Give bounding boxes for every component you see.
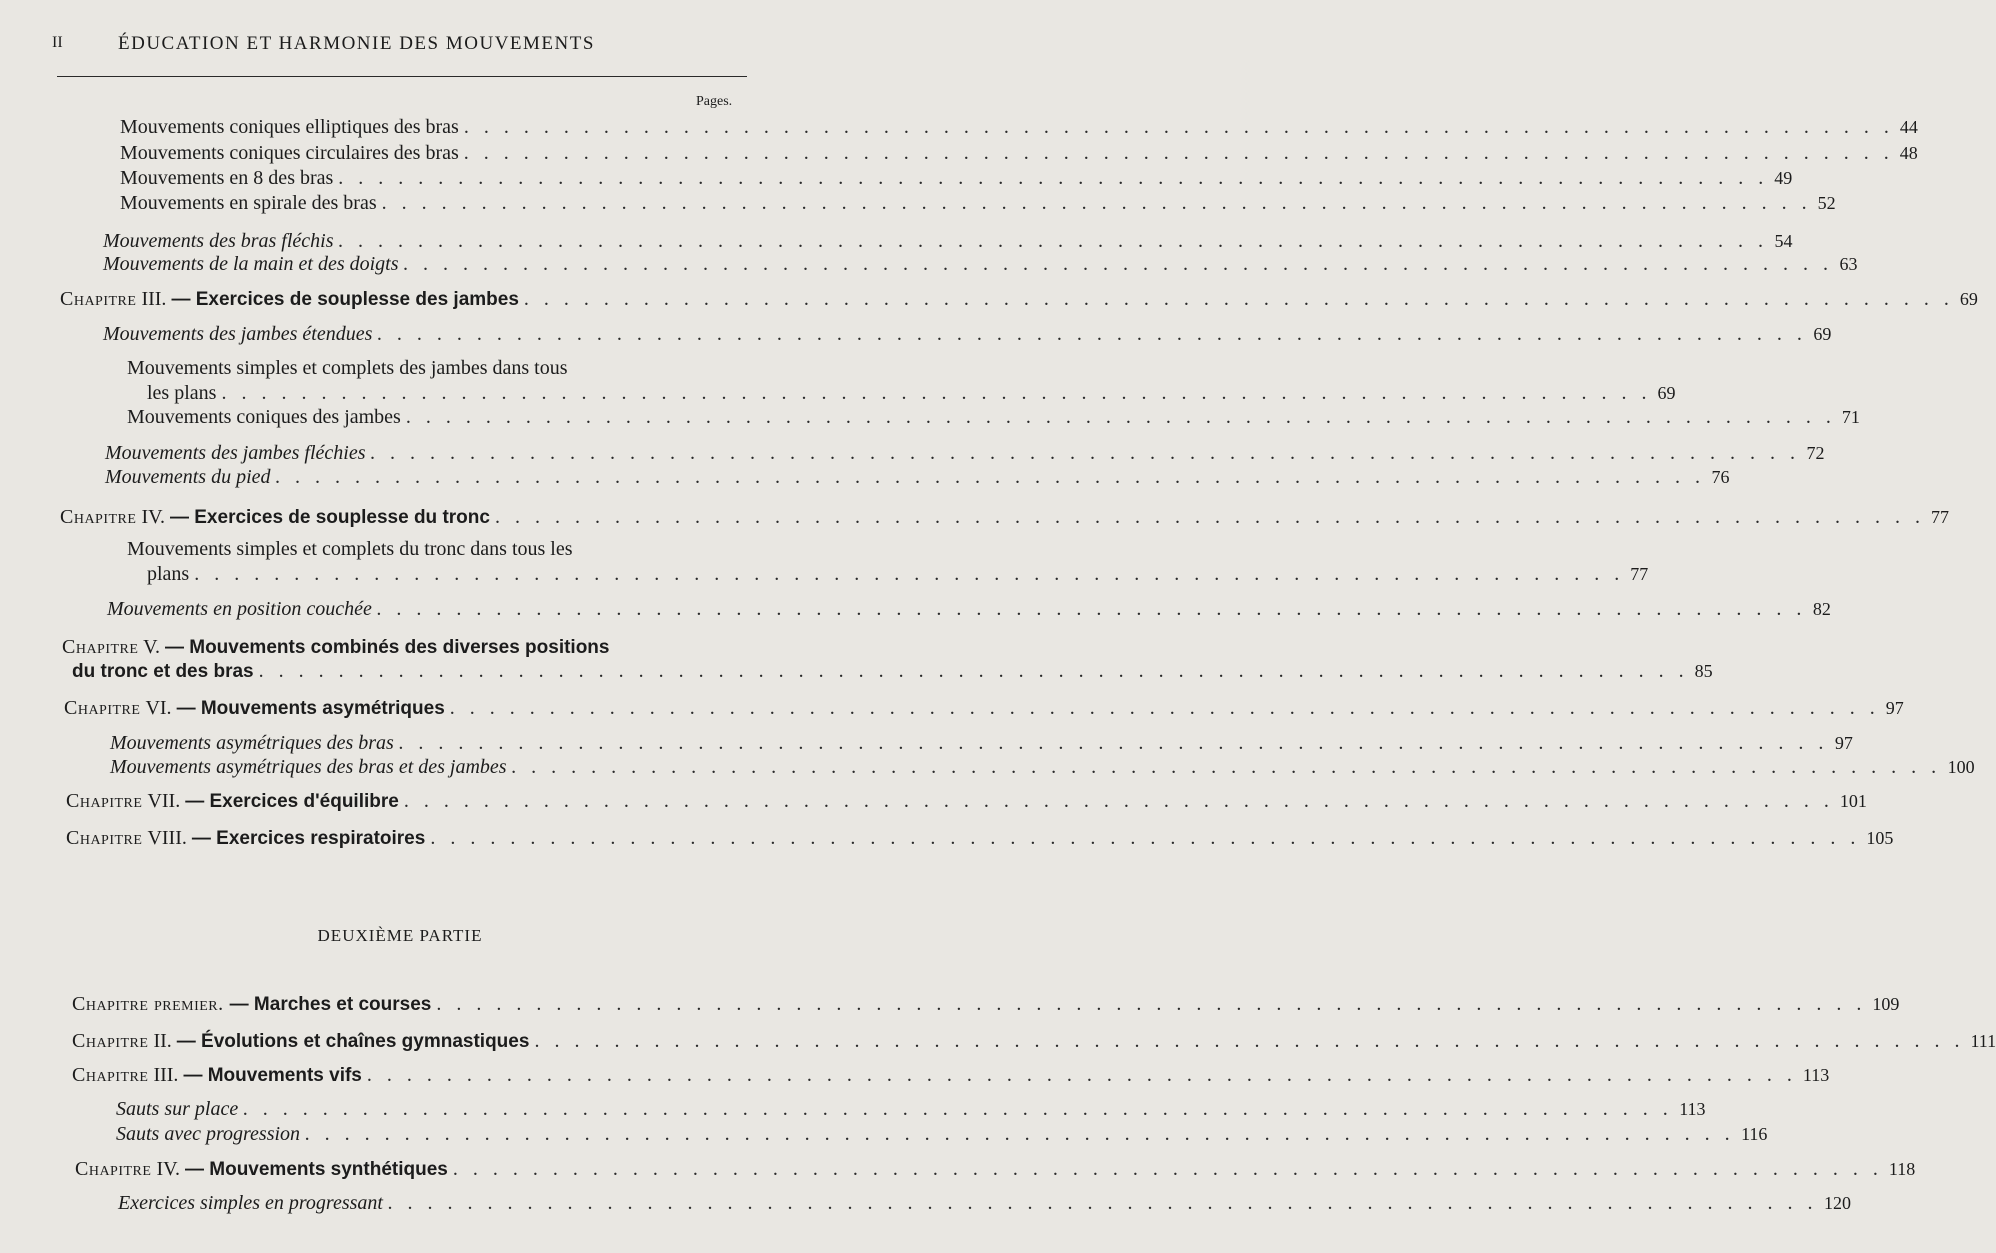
chapter-label: Chapitre premier. (72, 993, 224, 1015)
entry-title: Exercices simples en progressant (118, 1192, 383, 1214)
entry-title: Mouvements des bras fléchis (103, 230, 334, 252)
chapter-label: Chapitre (64, 697, 141, 719)
chapter-number: VIII. (147, 827, 187, 849)
dot-leader (450, 697, 1880, 720)
entry-title: Mouvements en spirale des bras (120, 192, 377, 214)
entry-page: 54 (1774, 231, 1793, 251)
entry-page: 76 (1711, 467, 1730, 487)
toc-chapter-entry (0, 1064, 1830, 1087)
dot-leader (495, 506, 1925, 529)
chapter-label: Chapitre (62, 636, 139, 658)
entry-title: Mouvements asymétriques des bras et des jambes (110, 756, 507, 778)
dot-leader (221, 382, 1651, 405)
entry-title: Mouvements asymétriques des bras (110, 732, 394, 754)
entry-page: 77 (1930, 507, 1949, 527)
chapter-title-line2: du tronc et des bras (72, 661, 254, 682)
entry-page: 63 (1839, 254, 1858, 274)
running-head-title: ÉDUCATION ET HARMONIE DES MOUVEMENTS (118, 33, 595, 54)
chapter-title: — Marches et courses (229, 994, 432, 1015)
toc-entry (0, 192, 1836, 215)
entry-title-line2: plans (147, 563, 190, 585)
chapter-label: Chapitre (66, 827, 143, 849)
chapter-title: — Exercices respiratoires (191, 828, 426, 849)
entry-title: Mouvements coniques circulaires des bras (120, 142, 459, 164)
chapter-title: — Mouvements asymétriques (176, 698, 445, 719)
chapter-title: — Évolutions et chaînes gymnastiques (176, 1031, 530, 1052)
toc-chapter-entry (0, 660, 1713, 683)
dot-leader (305, 1123, 1735, 1146)
entry-page: 44 (1899, 117, 1918, 137)
entry-page: 113 (1679, 1099, 1706, 1119)
entry-title: Mouvements de la main et des doigts (103, 253, 399, 275)
dot-leader (338, 167, 1768, 190)
chapter-number: IV. (141, 506, 165, 528)
chapter-label: Chapitre (60, 288, 137, 310)
entry-page: 82 (1812, 599, 1831, 619)
toc-entry (0, 382, 1676, 405)
dot-leader (404, 790, 1834, 813)
dot-leader (430, 827, 1860, 850)
toc-section-entry (0, 466, 1730, 489)
dot-leader (404, 253, 1834, 276)
dot-leader (259, 660, 1689, 683)
toc-chapter-entry (0, 790, 1867, 813)
entry-page: 120 (1823, 1193, 1851, 1213)
entry-title: Sauts avec progression (116, 1123, 301, 1145)
dot-leader (453, 1158, 1883, 1181)
entry-page: 77 (1630, 564, 1649, 584)
entry-title: Mouvements des jambes fléchies (105, 442, 366, 464)
dot-leader (243, 1098, 1673, 1121)
chapter-number: VI. (145, 697, 172, 719)
entry-page: 118 (1888, 1159, 1916, 1179)
entry-title: Mouvements des jambes étendues (103, 323, 373, 345)
toc-section-entry (0, 598, 1831, 621)
entry-page: 113 (1802, 1065, 1830, 1085)
entry-page: 69 (1657, 383, 1676, 403)
toc-section-entry (0, 230, 1793, 253)
toc-section-entry (0, 442, 1825, 465)
dot-leader (464, 116, 1894, 139)
chapter-number: IV. (156, 1158, 180, 1180)
toc-section-entry (0, 1192, 1851, 1215)
dot-leader (512, 756, 1942, 779)
toc-chapter-entry (0, 993, 1900, 1016)
chapter-label: Chapitre (72, 1030, 149, 1052)
entry-page: 109 (1872, 994, 1900, 1014)
chapter-title: — Mouvements vifs (183, 1065, 362, 1086)
toc-chapter-entry (0, 697, 1904, 720)
entry-page: 71 (1841, 407, 1860, 427)
toc-entry (0, 563, 1649, 586)
dot-leader (370, 442, 1800, 465)
entry-page: 97 (1834, 733, 1853, 753)
chapter-label: Chapitre (60, 506, 137, 528)
entry-page: 52 (1817, 193, 1836, 213)
chapter-title: — Exercices de souplesse des jambes (171, 289, 519, 310)
chapter-number: II. (153, 1030, 172, 1052)
entry-page: 69 (1959, 289, 1978, 309)
header-rule (57, 76, 747, 77)
toc-chapter-entry (0, 1158, 1916, 1181)
page-folio: II (52, 34, 63, 51)
entry-title: Mouvements coniques elliptiques des bras (120, 116, 459, 138)
entry-page: 100 (1947, 757, 1975, 777)
toc-section-entry (0, 1098, 1706, 1121)
entry-page: 72 (1806, 443, 1825, 463)
dot-leader (388, 1192, 1818, 1215)
running-head (0, 30, 800, 60)
entry-title: Mouvements en 8 des bras (120, 167, 334, 189)
chapter-number: III. (141, 288, 167, 310)
chapter-number: III. (153, 1064, 179, 1086)
entry-page: 105 (1866, 828, 1894, 848)
entry-title: Mouvements en position couchée (107, 598, 372, 620)
dot-leader (399, 732, 1829, 755)
toc-entry (0, 406, 1860, 429)
entry-page: 97 (1885, 698, 1904, 718)
toc-chapter-entry (0, 506, 1949, 529)
part-heading: DEUXIÈME PARTIE (317, 926, 483, 945)
dot-leader (377, 598, 1807, 621)
chapter-title-line1: — Mouvements combinés des diverses positions (164, 637, 610, 658)
toc-chapter-line1 (62, 636, 609, 659)
toc-section-entry (0, 323, 1832, 346)
chapter-label: Chapitre (75, 1158, 152, 1180)
chapter-label: Chapitre (66, 790, 143, 812)
chapter-number: V. (143, 636, 160, 658)
entry-title: Sauts sur place (116, 1098, 239, 1120)
toc-entry (0, 116, 1918, 139)
entry-page: 49 (1774, 168, 1793, 188)
dot-leader (436, 993, 1866, 1016)
entry-title: Mouvements du pied (105, 466, 271, 488)
toc-chapter-entry (0, 827, 1894, 850)
dot-leader (367, 1064, 1797, 1087)
toc-section-entry (0, 253, 1858, 276)
entry-page: 69 (1813, 324, 1832, 344)
dot-leader (276, 466, 1706, 489)
dot-leader (524, 288, 1954, 311)
entry-page: 48 (1899, 143, 1918, 163)
dot-leader (406, 406, 1836, 429)
dot-leader (534, 1030, 1964, 1053)
toc-chapter-entry (0, 1030, 1996, 1053)
dot-leader (382, 192, 1812, 215)
pages-column-label: Pages. (696, 94, 733, 109)
entry-title-line1: Mouvements simples et complets des jambes dans tous (127, 357, 568, 379)
chapter-number: VII. (147, 790, 181, 812)
chapter-title: — Exercices de souplesse du tronc (169, 507, 490, 528)
toc-entry (0, 142, 1918, 165)
toc-section-entry (0, 732, 1853, 755)
toc-section-entry (0, 1123, 1768, 1146)
chapter-title: — Mouvements synthétiques (184, 1159, 448, 1180)
toc-section-entry (0, 756, 1975, 779)
entry-page: 85 (1694, 661, 1713, 681)
dot-leader (339, 230, 1769, 253)
entry-title-line1: Mouvements simples et complets du tronc dans tous les (127, 538, 573, 560)
chapter-title: — Exercices d'équilibre (185, 791, 399, 812)
dot-leader (377, 323, 1807, 346)
toc-entry (0, 167, 1793, 190)
dot-leader (194, 563, 1624, 586)
entry-page: 116 (1741, 1124, 1768, 1144)
toc-chapter-entry (0, 288, 1978, 311)
entry-page: 101 (1839, 791, 1867, 811)
entry-page: 111 (1970, 1031, 1996, 1051)
dot-leader (464, 142, 1894, 165)
chapter-label: Chapitre (72, 1064, 149, 1086)
entry-title-line2: les plans (147, 382, 217, 404)
entry-title: Mouvements coniques des jambes (127, 406, 401, 428)
